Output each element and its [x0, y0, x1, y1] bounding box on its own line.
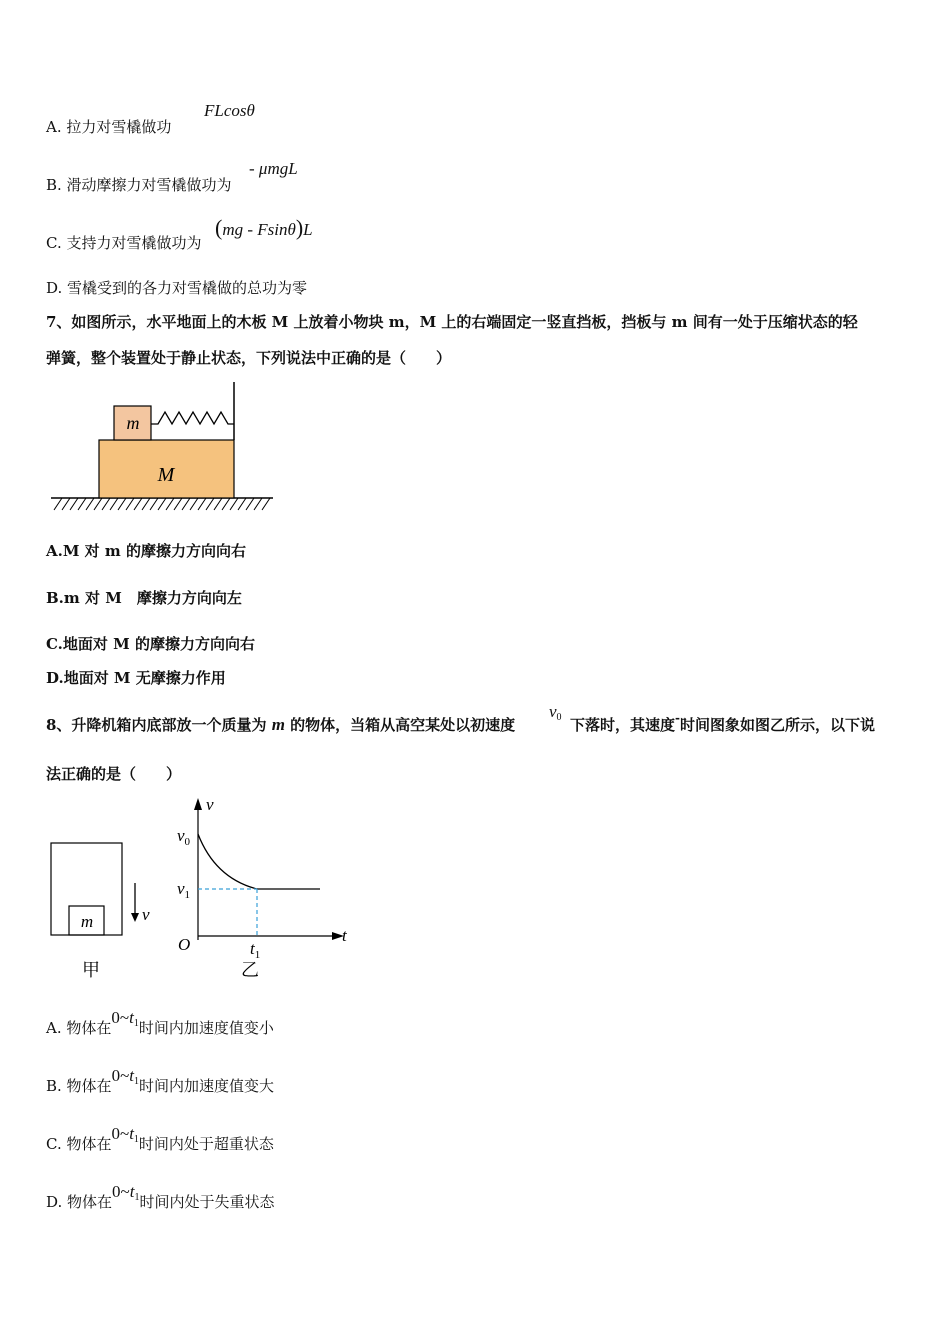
- q8-stem-part-c: 下落时，其速度: [570, 716, 676, 734]
- q8-v0-symbol: [549, 702, 562, 723]
- q8-option-a-range: [111, 1008, 138, 1027]
- x-axis-label: t: [342, 926, 347, 945]
- q7-figure: [48, 380, 278, 515]
- formula-inner: mg - Fsinθ: [222, 220, 296, 239]
- compressed-spring: [151, 412, 234, 424]
- figure-jia-caption: 甲: [82, 960, 100, 981]
- q8-figure-jia: [44, 835, 164, 985]
- q8-v0-sub: 0: [556, 712, 562, 723]
- v1-label-sub: 1: [184, 889, 191, 901]
- q8-stem-line1-cont: [570, 711, 876, 735]
- velocity-curve: [198, 834, 320, 889]
- y-axis-label: v: [206, 795, 214, 814]
- q8-stem-part-b: 的物体，当箱从高空某处以初速度: [290, 716, 516, 734]
- q8-mass-symbol: m: [271, 715, 285, 734]
- q8-option-c-suffix: 时间内处于超重状态: [138, 1135, 274, 1153]
- q8-option-d-prefix: D. 物体在: [46, 1193, 113, 1211]
- formula-open-paren: (: [215, 215, 223, 240]
- q8-stem-part-a: 8、升降机箱内底部放一个质量为: [46, 716, 267, 734]
- q6-option-a: [46, 116, 171, 137]
- q8-option-a-range-text: 0~: [111, 1008, 130, 1027]
- origin-label: O: [178, 935, 191, 954]
- formula-close-paren: ): [295, 215, 304, 240]
- q7-option-a: A.M 对 m 的摩擦力方向向右: [46, 542, 247, 560]
- t1-label-letter: t: [250, 939, 255, 958]
- q6-option-c-formula: [215, 215, 313, 241]
- q7-option-c: C.地面对 M 的摩擦力方向向右: [46, 635, 255, 653]
- v1-label: [177, 879, 190, 901]
- q8-option-b-range-text: 0~: [111, 1066, 130, 1085]
- q8-option-a-t-sub: 1: [133, 1018, 139, 1029]
- q8-option-d-t: t: [129, 1182, 135, 1201]
- figure-yi-caption: 乙: [241, 960, 259, 981]
- t1-label-sub: 1: [254, 949, 261, 961]
- v1-label-letter: v: [177, 879, 185, 898]
- q7-stem-line2: 弹簧，整个装置处于静止状态，下列说法中正确的是（ ）: [46, 349, 452, 367]
- q8-option-b-range: [112, 1066, 139, 1085]
- q6-option-b-formula: - μmgL: [249, 159, 298, 178]
- q8-stem-part-d: 时间图象如图乙所示，以下说: [680, 716, 876, 734]
- q8-option-b-suffix: 时间内加速度值变大: [139, 1077, 275, 1095]
- y-axis-arrow: [194, 798, 202, 810]
- elevator-object-label: m: [80, 912, 94, 931]
- velocity-arrow-label: v: [142, 905, 150, 924]
- q8-option-d-range: [112, 1182, 139, 1201]
- q6-option-b-label: B. 滑动摩擦力对雪橇做功为: [46, 176, 232, 194]
- velocity-arrow-head: [131, 913, 139, 922]
- q8-option-b-t-sub: 1: [134, 1076, 139, 1087]
- q8-option-d-range-text: 0~: [112, 1182, 130, 1201]
- q8-option-c-prefix: C. 物体在: [46, 1135, 112, 1153]
- q8-option-c-t: t: [129, 1124, 134, 1143]
- q8-v0-letter: v: [549, 702, 557, 721]
- q7-option-d: D.地面对 M 无摩擦力作用: [46, 669, 226, 687]
- t1-label: [250, 939, 260, 961]
- q7-option-b: B.m 对 M 摩擦力方向向左: [46, 589, 242, 607]
- q6-option-d-label: D. 雪橇受到的各力对雪橇做的总功为零: [46, 279, 308, 297]
- q8-option-b: [46, 1066, 275, 1097]
- q8-option-d-t-sub: 1: [134, 1192, 140, 1203]
- q8-option-c-range-text: 0~: [111, 1124, 130, 1143]
- q7-stem-line1: 7、如图所示，水平地面上的木板 M 上放着小物块 m，M 上的右端固定一竖直挡板，挡板与 m 间有一处于压缩状态的轻: [46, 313, 858, 331]
- q6-option-a-label: A. 拉力对雪橇做功: [46, 118, 172, 136]
- q8-option-b-prefix: B. 物体在: [46, 1077, 112, 1095]
- q8-figure-yi: [170, 790, 360, 985]
- q8-option-a-prefix: A. 物体在: [46, 1019, 112, 1037]
- q8-option-c-range: [111, 1124, 138, 1143]
- q8-option-a: [46, 1008, 274, 1039]
- v0-label-sub: 0: [184, 836, 191, 848]
- q8-option-d-suffix: 时间内处于失重状态: [139, 1193, 275, 1211]
- q6-option-c-label: C. 支持力对雪橇做功为: [46, 234, 202, 252]
- q6-option-c: [46, 232, 201, 253]
- q8-stem-line2: 法正确的是（ ）: [46, 765, 182, 783]
- v0-label: [177, 826, 191, 848]
- big-block-label: M: [157, 464, 175, 486]
- formula-tail: L: [303, 220, 313, 239]
- q8-dash: -: [675, 711, 680, 725]
- q8-stem-line1: [46, 714, 515, 735]
- q8-option-b-t: t: [129, 1066, 134, 1085]
- q8-option-a-t: t: [129, 1008, 134, 1027]
- ground-hatch: [54, 498, 270, 510]
- q6-option-a-formula: FLcosθ: [204, 101, 255, 120]
- q8-option-c: [46, 1124, 274, 1155]
- q6-option-d: [46, 277, 307, 298]
- q8-option-c-t-sub: 1: [133, 1134, 139, 1145]
- v0-label-letter: v: [177, 826, 185, 845]
- q8-option-a-suffix: 时间内加速度值变小: [138, 1019, 274, 1037]
- q8-option-d: [46, 1182, 275, 1213]
- small-block-label: m: [126, 413, 140, 433]
- q6-option-b: [46, 174, 232, 195]
